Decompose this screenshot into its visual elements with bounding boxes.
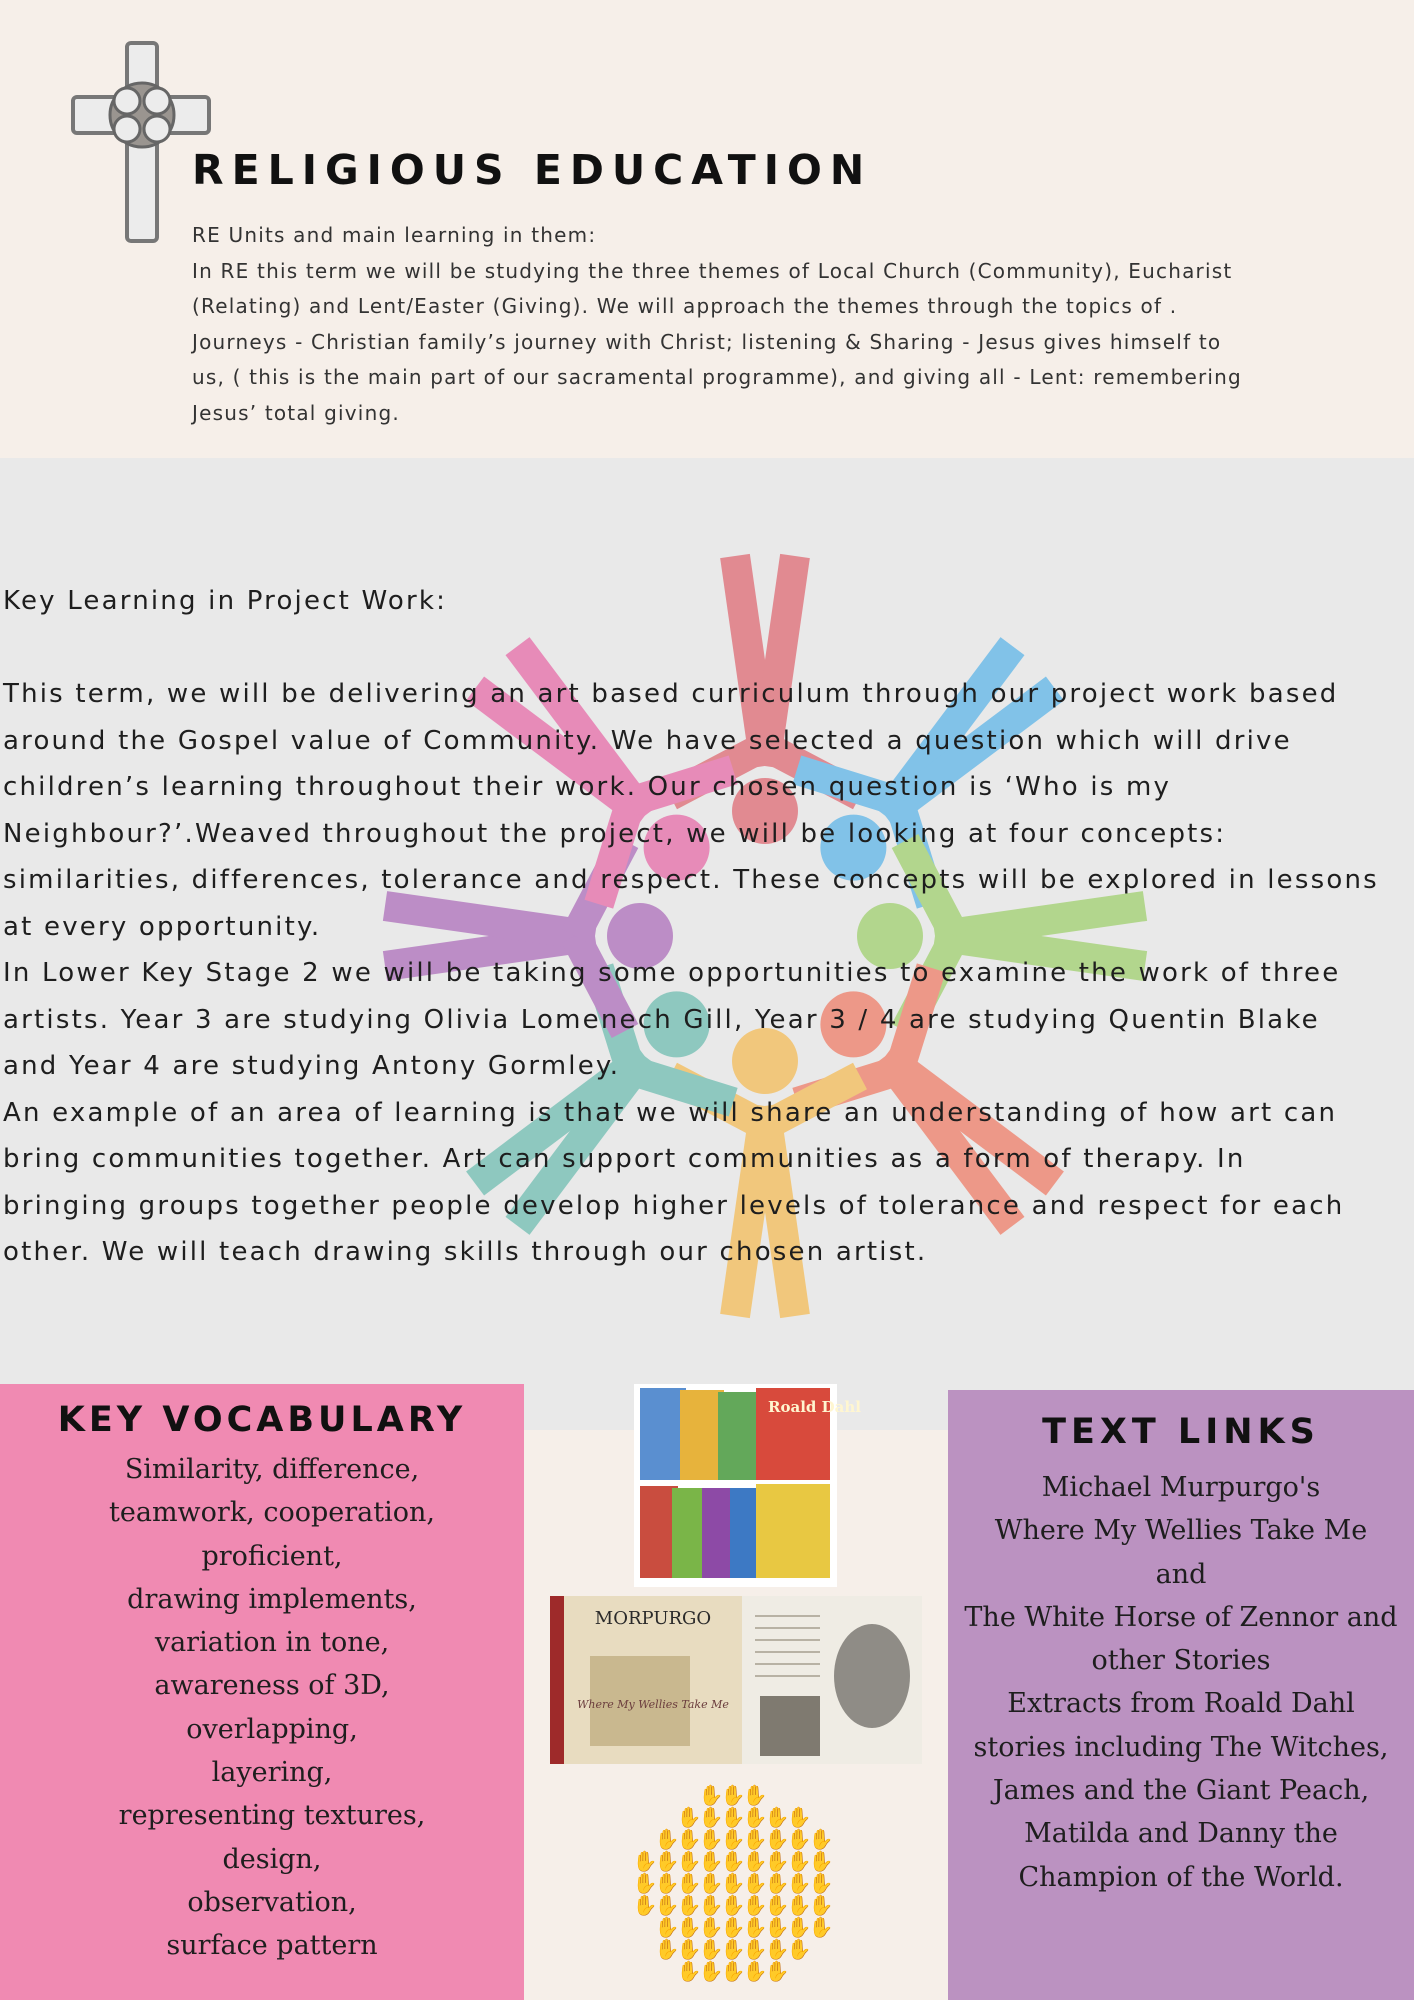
hand-icon: ✋ <box>698 1871 724 1895</box>
text-line: In Lower Key Stage 2 we will be taking some opportunities to examine the work of three <box>3 958 1341 988</box>
text-line: Jesus’ total giving. <box>192 400 400 425</box>
hand-icon: ✋ <box>676 1871 702 1895</box>
hand-icon: ✋ <box>632 1893 658 1917</box>
list-item: surface pattern <box>166 1930 378 1962</box>
hand-icon: ✋ <box>786 1827 812 1851</box>
list-item: teamwork, cooperation, <box>109 1497 435 1529</box>
text-line: An example of an area of learning is that we will share an understanding of how art can <box>3 1097 1338 1128</box>
hand-icon: ✋ <box>720 1805 746 1829</box>
hand-icon: ✋ <box>632 1849 658 1873</box>
hand-icon: ✋ <box>764 1827 790 1851</box>
hand-icon: ✋ <box>720 1937 746 1961</box>
text-line: children’s learning throughout their work. Our chosen question is ‘Who is my <box>3 772 1172 802</box>
hand-icon: ✋ <box>764 1959 790 1983</box>
hand-icon: ✋ <box>786 1893 812 1917</box>
morpurgo-author: MORPURGO <box>594 1608 712 1629</box>
hand-icon: ✋ <box>742 1805 768 1829</box>
text-line: at every opportunity. <box>3 911 322 942</box>
page-title: RELIGIOUS EDUCATION <box>192 146 873 194</box>
hand-icon: ✋ <box>698 1827 724 1851</box>
morpurgo-book-image <box>550 1596 922 1764</box>
hand-icon: ✋ <box>676 1915 702 1939</box>
hand-icon: ✋ <box>786 1937 812 1961</box>
list-item: and <box>1155 1558 1207 1590</box>
hand-icon: ✋ <box>720 1959 746 1983</box>
hand-icon: ✋ <box>742 1871 768 1895</box>
text-line: (Relating) and Lent/Easter (Giving). We will approach the themes through the topics of . <box>192 294 1178 318</box>
list-item: James and the Giant Peach, <box>992 1775 1370 1807</box>
key-learning-text <box>3 578 1411 1276</box>
text-line: bring communities together. Art can support communities as a form of therapy. In <box>3 1144 1246 1174</box>
hand-icon: ✋ <box>742 1937 768 1961</box>
hand-icon: ✋ <box>786 1805 812 1829</box>
list-item: design, <box>222 1843 322 1875</box>
hand-icon: ✋ <box>698 1805 724 1829</box>
text-line: This term, we will be delivering an art based curriculum through our project work based <box>3 679 1339 709</box>
list-item: stories including The Witches, <box>973 1731 1389 1763</box>
hand-icon: ✋ <box>742 1959 768 1983</box>
list-item: Champion of the World. <box>1018 1861 1344 1893</box>
hand-icon: ✋ <box>632 1871 658 1895</box>
list-item: drawing implements, <box>127 1583 417 1615</box>
colorful-hands-image <box>626 1782 844 2000</box>
hand-icon: ✋ <box>720 1849 746 1873</box>
text-links-title: TEXT LINKS <box>1042 1412 1320 1452</box>
hand-icon: ✋ <box>654 1849 680 1873</box>
hand-icon: ✋ <box>786 1849 812 1873</box>
hand-icon: ✋ <box>742 1915 768 1939</box>
hand-icon: ✋ <box>698 1915 724 1939</box>
hand-icon: ✋ <box>742 1783 768 1807</box>
hand-icon: ✋ <box>654 1871 680 1895</box>
list-item: Similarity, difference, <box>124 1454 420 1485</box>
hand-icon: ✋ <box>676 1805 702 1829</box>
books-logo: Roald Dahl <box>768 1398 861 1416</box>
hand-icon: ✋ <box>786 1871 812 1895</box>
hand-icon: ✋ <box>654 1915 680 1939</box>
hand-icon: ✋ <box>676 1827 702 1851</box>
hand-icon: ✋ <box>720 1783 746 1807</box>
hand-icon: ✋ <box>808 1849 834 1873</box>
list-item: proficient, <box>201 1540 343 1572</box>
hand-icon: ✋ <box>764 1893 790 1917</box>
hand-icon: ✋ <box>764 1849 790 1873</box>
text-line: us, ( this is the main part of our sacramental programme), and giving all - Lent: remembering <box>192 365 1242 389</box>
hand-icon: ✋ <box>764 1871 790 1895</box>
hand-icon: ✋ <box>764 1805 790 1829</box>
hand-icon: ✋ <box>698 1937 724 1961</box>
hand-icon: ✋ <box>676 1959 702 1983</box>
text-line: similarities, differences, tolerance and respect. These concepts will be explored in lessons <box>3 865 1379 895</box>
text-links-list <box>948 1466 1414 1899</box>
hand-icon: ✋ <box>654 1893 680 1917</box>
hand-icon: ✋ <box>698 1849 724 1873</box>
vocabulary-title: KEY VOCABULARY <box>57 1400 467 1440</box>
text-line: bringing groups together people develop higher levels of tolerance and respect for each <box>3 1190 1345 1221</box>
text-line: other. We will teach drawing skills through our chosen artist. <box>3 1237 928 1267</box>
spacer <box>3 625 1411 672</box>
list-item: representing textures, <box>118 1800 426 1832</box>
list-item: The White Horse of Zennor and <box>964 1601 1398 1633</box>
list-item: variation in tone, <box>154 1627 390 1659</box>
roald-dahl-books-image <box>634 1384 861 1587</box>
list-item: Matilda and Danny the <box>1024 1818 1338 1850</box>
hand-icon: ✋ <box>720 1915 746 1939</box>
hand-icon: ✋ <box>720 1827 746 1851</box>
hand-icon: ✋ <box>742 1827 768 1851</box>
hand-icon: ✋ <box>654 1937 680 1961</box>
hand-icon: ✋ <box>676 1893 702 1917</box>
list-item: observation, <box>187 1886 357 1918</box>
hand-icon: ✋ <box>764 1937 790 1961</box>
hand-icon: ✋ <box>808 1915 834 1939</box>
text-line: Neighbour?’.Weaved throughout the project, we will be looking at four concepts: <box>3 818 1227 849</box>
hand-icon: ✋ <box>676 1937 702 1961</box>
list-item: other Stories <box>1091 1645 1271 1677</box>
section-heading: Key Learning in Project Work: <box>3 586 448 616</box>
vocabulary-list <box>10 1448 534 1968</box>
text-line: and Year 4 are studying Antony Gormley. <box>3 1051 621 1081</box>
hand-icon: ✋ <box>808 1871 834 1895</box>
list-item: Extracts from Roald Dahl <box>1007 1688 1355 1720</box>
hand-icon: ✋ <box>808 1893 834 1917</box>
list-item: overlapping, <box>186 1713 358 1745</box>
hand-icon: ✋ <box>676 1849 702 1873</box>
list-item: Michael Murpurgo's <box>1041 1472 1321 1503</box>
text-line: around the Gospel value of Community. We have selected a question which will drive <box>3 725 1292 756</box>
list-item: Where My Wellies Take Me <box>994 1515 1368 1547</box>
hand-icon: ✋ <box>698 1959 724 1983</box>
list-item: awareness of 3D, <box>154 1670 390 1702</box>
hand-icon: ✋ <box>654 1827 680 1851</box>
cross-icon <box>70 40 212 244</box>
hand-icon: ✋ <box>698 1893 724 1917</box>
list-item: layering, <box>211 1757 333 1789</box>
hand-icon: ✋ <box>720 1893 746 1917</box>
hand-icon: ✋ <box>764 1915 790 1939</box>
hand-icon: ✋ <box>720 1871 746 1895</box>
text-line: In RE this term we will be studying the three themes of Local Church (Community), Eucharist <box>192 258 1233 283</box>
hand-icon: ✋ <box>742 1849 768 1873</box>
morpurgo-book-title: Where My Wellies Take Me <box>577 1698 729 1711</box>
text-line: artists. Year 3 are studying Olivia Lomenech Gill, Year 3 / 4 are studying Quentin Blake <box>3 1004 1320 1035</box>
text-line: Journeys - Christian family’s journey with Christ; listening & Sharing - Jesus gives himself to <box>192 329 1222 354</box>
hand-icon: ✋ <box>698 1783 724 1807</box>
text-line: RE Units and main learning in them: <box>192 223 597 247</box>
hand-icon: ✋ <box>786 1915 812 1939</box>
hand-icon: ✋ <box>742 1893 768 1917</box>
re-units-text <box>192 218 1342 431</box>
hand-icon: ✋ <box>808 1827 834 1851</box>
